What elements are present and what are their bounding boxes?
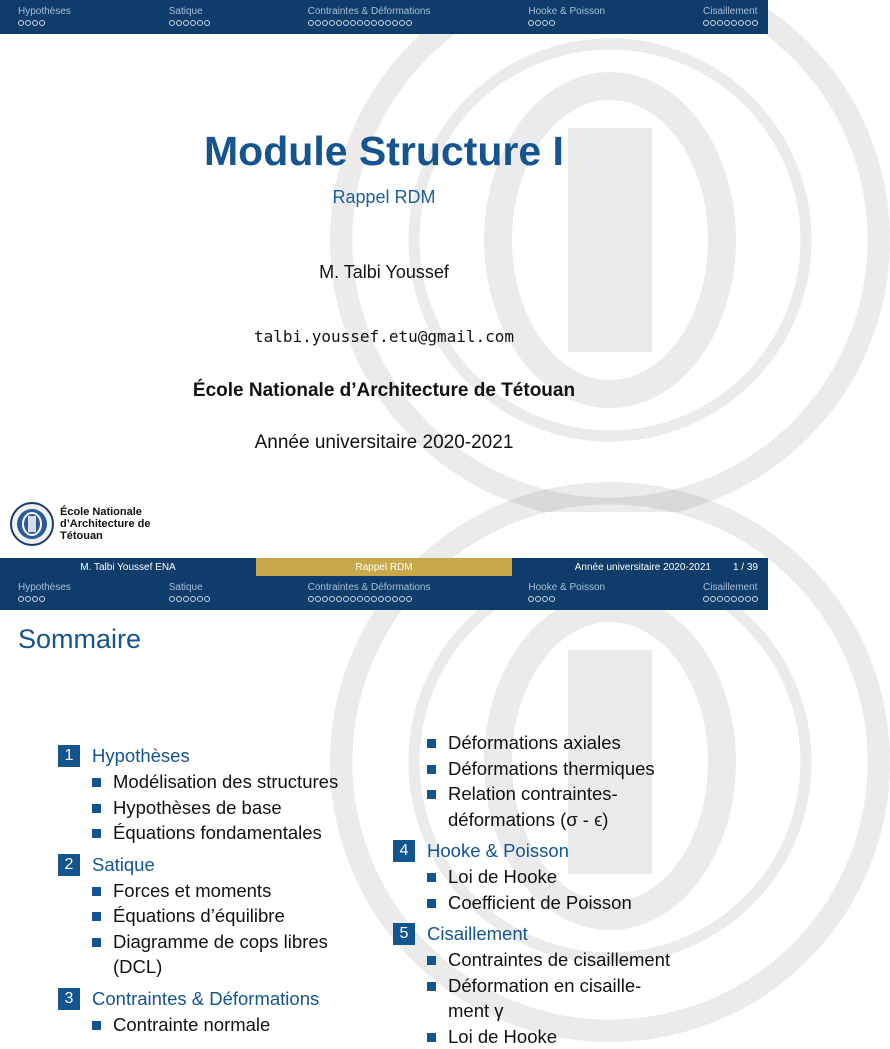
nav-frame-dot[interactable] bbox=[343, 596, 349, 602]
toc-section bbox=[393, 921, 723, 1049]
toc-section-cisaillement[interactable] bbox=[393, 921, 723, 947]
toc-section-contraintes[interactable] bbox=[58, 986, 388, 1012]
square-bullet-icon bbox=[427, 765, 436, 774]
toc-column-right bbox=[393, 730, 723, 1049]
section-navbar bbox=[0, 0, 768, 34]
nav-frame-dot[interactable] bbox=[378, 596, 384, 602]
nav-frame-dot[interactable] bbox=[378, 20, 384, 26]
toc-slide bbox=[0, 512, 768, 1024]
nav-frame-dot[interactable] bbox=[542, 596, 548, 602]
nav-frame-dot[interactable] bbox=[25, 596, 31, 602]
square-bullet-icon bbox=[427, 982, 436, 991]
nav-frame-dot[interactable] bbox=[18, 20, 24, 26]
toc-section-satique[interactable] bbox=[58, 852, 388, 878]
nav-frame-dot[interactable] bbox=[752, 596, 758, 602]
logo-wordmark bbox=[60, 506, 150, 542]
nav-frame-dot[interactable] bbox=[528, 20, 534, 26]
footer-year: Année universitaire 2020-2021 bbox=[575, 562, 711, 573]
square-bullet-icon bbox=[92, 1021, 101, 1030]
nav-frame-dot[interactable] bbox=[336, 20, 342, 26]
nav-section-label: Cisaillement bbox=[703, 582, 757, 594]
nav-frame-dot[interactable] bbox=[169, 20, 175, 26]
nav-frame-dot[interactable] bbox=[350, 20, 356, 26]
toc-subsection[interactable]: Diagramme de cops libres (DCL) bbox=[92, 929, 352, 980]
nav-frame-dot[interactable] bbox=[703, 20, 709, 26]
nav-frame-dot[interactable] bbox=[190, 20, 196, 26]
nav-section-label: Cisaillement bbox=[703, 6, 757, 18]
square-bullet-icon bbox=[427, 956, 436, 965]
nav-frame-dot[interactable] bbox=[39, 596, 45, 602]
square-bullet-icon bbox=[427, 873, 436, 882]
nav-frame-dot[interactable] bbox=[738, 596, 744, 602]
nav-frame-dot[interactable] bbox=[745, 596, 751, 602]
nav-frame-dot[interactable] bbox=[308, 20, 314, 26]
nav-frame-dot[interactable] bbox=[350, 596, 356, 602]
square-bullet-icon bbox=[427, 1033, 436, 1042]
nav-frame-dot[interactable] bbox=[357, 20, 363, 26]
nav-section-contraintes[interactable] bbox=[308, 576, 431, 610]
toc-subsection[interactable]: Modélisation des structures bbox=[92, 769, 388, 795]
nav-frame-dot[interactable] bbox=[25, 20, 31, 26]
nav-frame-dot[interactable] bbox=[406, 20, 412, 26]
section-label: Satique bbox=[92, 854, 155, 876]
nav-frame-dot[interactable] bbox=[392, 20, 398, 26]
toc-column-left bbox=[58, 743, 388, 1037]
square-bullet-icon bbox=[427, 899, 436, 908]
nav-section-hooke[interactable] bbox=[528, 576, 605, 610]
nav-frame-dot[interactable] bbox=[329, 596, 335, 602]
toc-subsection[interactable]: Contraintes de cisaillement bbox=[427, 947, 723, 973]
nav-frame-dot[interactable] bbox=[703, 596, 709, 602]
nav-frame-dot[interactable] bbox=[176, 20, 182, 26]
nav-section-cisaillement[interactable] bbox=[703, 576, 758, 610]
nav-frame-dot[interactable] bbox=[322, 20, 328, 26]
frame-title: Sommaire bbox=[18, 624, 141, 655]
nav-section-hypotheses[interactable] bbox=[18, 576, 71, 610]
nav-section-label: Hooke & Poisson bbox=[528, 582, 605, 594]
nav-section-cisaillement[interactable] bbox=[703, 0, 758, 34]
nav-frame-dot[interactable] bbox=[542, 20, 548, 26]
nav-frame-dot[interactable] bbox=[717, 596, 723, 602]
logo-line: d’Architecture de bbox=[60, 518, 150, 530]
author-email: talbi.youssef.etu@gmail.com bbox=[0, 327, 768, 346]
nav-frame-dot[interactable] bbox=[399, 596, 405, 602]
nav-frame-dot[interactable] bbox=[315, 596, 321, 602]
nav-frame-dot[interactable] bbox=[364, 596, 370, 602]
square-bullet-icon bbox=[427, 739, 436, 748]
toc-section bbox=[58, 743, 388, 846]
toc-subsection[interactable]: Contrainte normale bbox=[92, 1012, 388, 1038]
nav-frame-dot[interactable] bbox=[329, 20, 335, 26]
section-label: Contraintes & Déformations bbox=[92, 988, 319, 1010]
nav-frame-dot[interactable] bbox=[528, 596, 534, 602]
nav-frame-dot[interactable] bbox=[710, 20, 716, 26]
slide-footer bbox=[0, 558, 768, 576]
nav-section-label: Satique bbox=[169, 6, 203, 18]
nav-frame-dot[interactable] bbox=[176, 596, 182, 602]
nav-frame-dot[interactable] bbox=[32, 596, 38, 602]
nav-frame-dot[interactable] bbox=[724, 596, 730, 602]
nav-frame-dot[interactable] bbox=[371, 596, 377, 602]
square-bullet-icon bbox=[92, 804, 101, 813]
square-bullet-icon bbox=[92, 887, 101, 896]
square-bullet-icon bbox=[92, 778, 101, 787]
section-number: 4 bbox=[393, 840, 415, 862]
nav-section-label: Contraintes & Déformations bbox=[308, 6, 431, 18]
footer-right bbox=[512, 558, 768, 576]
nav-frame-dot[interactable] bbox=[308, 596, 314, 602]
nav-section-label: Satique bbox=[169, 582, 203, 594]
nav-frame-dot[interactable] bbox=[183, 596, 189, 602]
logo-line: Tétouan bbox=[60, 530, 150, 542]
nav-frame-dot[interactable] bbox=[752, 20, 758, 26]
square-bullet-icon bbox=[427, 790, 436, 799]
ena-logo-icon bbox=[10, 502, 54, 546]
toc-section bbox=[58, 852, 388, 980]
section-number: 5 bbox=[393, 923, 415, 945]
toc-subsection[interactable]: Déformation en cisaille-ment γ bbox=[427, 973, 677, 1024]
section-label: Cisaillement bbox=[427, 923, 528, 945]
nav-frame-dot[interactable] bbox=[399, 20, 405, 26]
school-logo bbox=[10, 502, 150, 546]
square-bullet-icon bbox=[92, 912, 101, 921]
toc-subsection[interactable]: Forces et moments bbox=[92, 878, 388, 904]
institution-name: École Nationale d’Architecture de Tétouan bbox=[0, 380, 768, 402]
nav-frame-dot[interactable] bbox=[724, 20, 730, 26]
nav-frame-dot[interactable] bbox=[549, 20, 555, 26]
section-label: Hypothèses bbox=[92, 745, 190, 767]
nav-frame-dot[interactable] bbox=[322, 596, 328, 602]
toc-section-hooke[interactable] bbox=[393, 838, 723, 864]
nav-frame-dot[interactable] bbox=[549, 596, 555, 602]
nav-frame-dot[interactable] bbox=[745, 20, 751, 26]
nav-frame-dot[interactable] bbox=[39, 20, 45, 26]
nav-frame-dot[interactable] bbox=[738, 20, 744, 26]
nav-frame-dot[interactable] bbox=[385, 20, 391, 26]
footer-author: M. Talbi Youssef ENA bbox=[0, 558, 256, 576]
presentation-title: Module Structure I bbox=[0, 128, 768, 175]
nav-frame-dot[interactable] bbox=[204, 20, 210, 26]
nav-frame-dot[interactable] bbox=[197, 20, 203, 26]
nav-frame-dot[interactable] bbox=[169, 596, 175, 602]
toc-section bbox=[393, 838, 723, 915]
toc-subsection[interactable]: Équations d’équilibre bbox=[92, 903, 388, 929]
toc-subsection[interactable]: Hypothèses de base bbox=[92, 795, 388, 821]
toc-subsection[interactable]: Relation contraintes-déformations (σ - ϵ) bbox=[427, 781, 657, 832]
square-bullet-icon bbox=[92, 829, 101, 838]
nav-frame-dot[interactable] bbox=[406, 596, 412, 602]
toc-subsection[interactable]: Déformations axiales bbox=[427, 730, 723, 756]
toc-subsection[interactable]: Déformations thermiques bbox=[427, 756, 723, 782]
nav-section-satique[interactable] bbox=[169, 576, 210, 610]
nav-frame-dot[interactable] bbox=[392, 596, 398, 602]
nav-frame-dot[interactable] bbox=[343, 20, 349, 26]
nav-section-hypotheses[interactable] bbox=[18, 0, 71, 34]
nav-section-label: Hypothèses bbox=[18, 6, 71, 18]
academic-year: Année universitaire 2020-2021 bbox=[0, 432, 768, 454]
nav-frame-dot[interactable] bbox=[535, 596, 541, 602]
logo-line: École Nationale bbox=[60, 506, 150, 518]
nav-frame-dot[interactable] bbox=[364, 20, 370, 26]
presentation-subtitle: Rappel RDM bbox=[0, 187, 768, 208]
nav-frame-dot[interactable] bbox=[32, 20, 38, 26]
nav-frame-dot[interactable] bbox=[357, 596, 363, 602]
toc-subsection[interactable]: Équations fondamentales bbox=[92, 820, 388, 846]
square-bullet-icon bbox=[92, 938, 101, 947]
toc-subsection[interactable]: Loi de Hooke bbox=[427, 864, 723, 890]
nav-frame-dot[interactable] bbox=[385, 596, 391, 602]
nav-frame-dot[interactable] bbox=[731, 20, 737, 26]
nav-frame-dot[interactable] bbox=[731, 596, 737, 602]
section-label: Hooke & Poisson bbox=[427, 840, 569, 862]
nav-frame-dot[interactable] bbox=[18, 596, 24, 602]
title-slide bbox=[0, 0, 768, 512]
nav-frame-dot[interactable] bbox=[717, 20, 723, 26]
nav-frame-dot[interactable] bbox=[336, 596, 342, 602]
toc-subsection[interactable]: Loi de Hooke bbox=[427, 1024, 723, 1049]
nav-frame-dot[interactable] bbox=[204, 596, 210, 602]
section-number: 3 bbox=[58, 988, 80, 1010]
toc-section bbox=[58, 986, 388, 1038]
nav-frame-dot[interactable] bbox=[183, 20, 189, 26]
nav-section-contraintes[interactable] bbox=[308, 0, 431, 34]
nav-frame-dot[interactable] bbox=[710, 596, 716, 602]
nav-frame-dot[interactable] bbox=[190, 596, 196, 602]
nav-section-label: Hypothèses bbox=[18, 582, 71, 594]
nav-section-label: Contraintes & Déformations bbox=[308, 582, 431, 594]
footer-short-title: Rappel RDM bbox=[256, 558, 512, 576]
nav-frame-dot[interactable] bbox=[371, 20, 377, 26]
section-number: 2 bbox=[58, 854, 80, 876]
nav-frame-dot[interactable] bbox=[535, 20, 541, 26]
nav-section-hooke[interactable] bbox=[528, 0, 605, 34]
page-number: 1 / 39 bbox=[733, 562, 758, 573]
nav-frame-dot[interactable] bbox=[197, 596, 203, 602]
author-name: M. Talbi Youssef bbox=[0, 262, 768, 283]
section-navbar bbox=[0, 576, 768, 610]
toc-subsection[interactable]: Coefficient de Poisson bbox=[427, 890, 723, 916]
toc-section-hypotheses[interactable] bbox=[58, 743, 388, 769]
section-number: 1 bbox=[58, 745, 80, 767]
nav-section-label: Hooke & Poisson bbox=[528, 6, 605, 18]
nav-frame-dot[interactable] bbox=[315, 20, 321, 26]
nav-section-satique[interactable] bbox=[169, 0, 210, 34]
